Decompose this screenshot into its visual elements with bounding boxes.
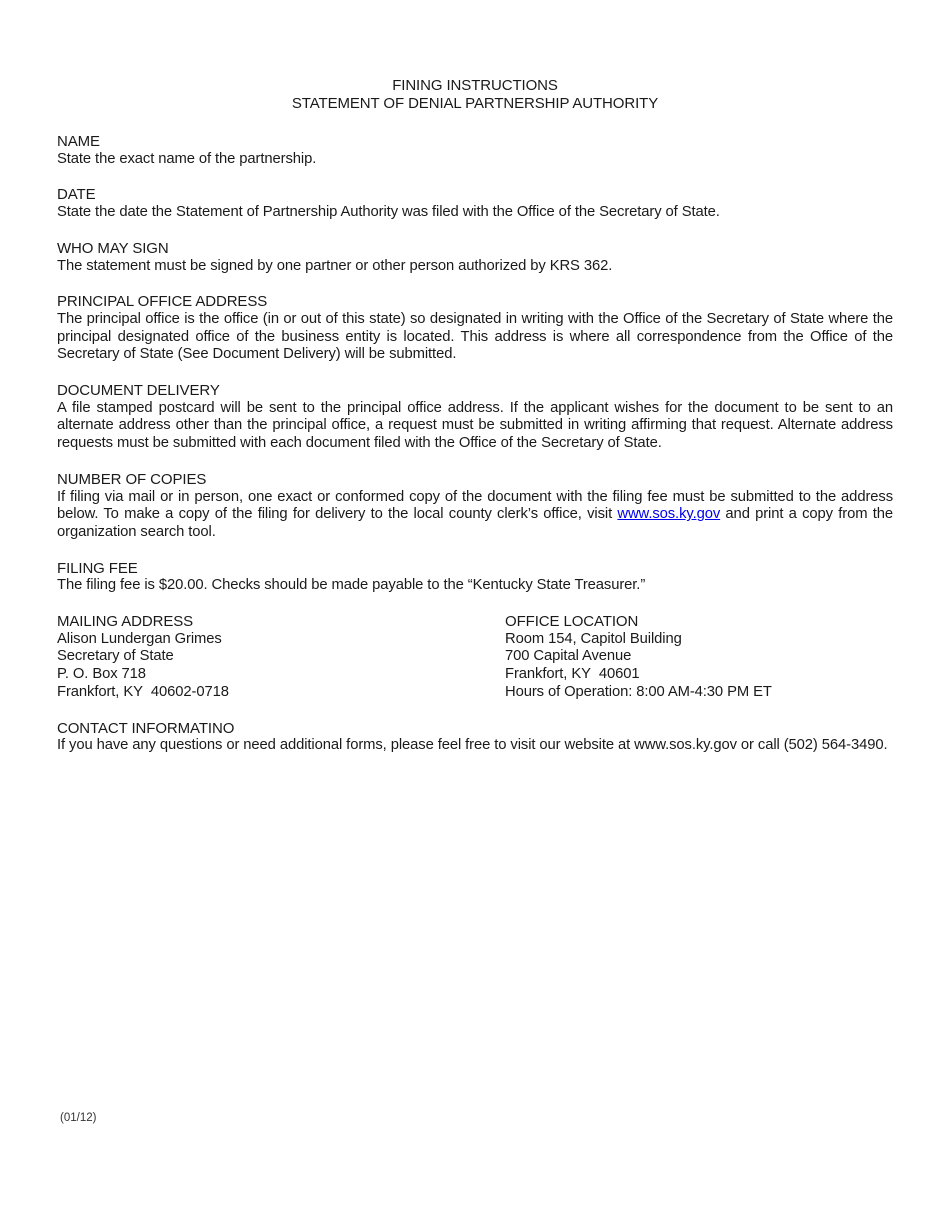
section-who-may-sign <box>57 240 893 275</box>
section-who-may-sign-body: The statement must be signed by one partner or other person authorized by KRS 362. <box>57 257 613 274</box>
office-location-column <box>505 613 893 702</box>
section-document-delivery-body: A file stamped postcard will be sent to the principal office address. If the applicant wishes for the document to be sent to an alternate address other than the principal office, a request must be submitted in writing affirming that request. Alternate address requests must be submitted with each document filed with the Office of the Secretary of State. <box>57 399 893 452</box>
office-location-line: Room 154, Capitol Building <box>505 630 682 647</box>
office-location-line: 700 Capital Avenue <box>505 648 632 665</box>
office-location-line: Frankfort, KY 40601 <box>505 666 640 683</box>
section-document-delivery-heading: DOCUMENT DELIVERY <box>57 382 220 400</box>
section-filing-fee-heading: FILING FEE <box>57 559 138 577</box>
section-principal-office-address <box>57 293 893 364</box>
mailing-address-line: Alison Lundergan Grimes <box>57 630 222 647</box>
sos-website-link[interactable]: www.sos.ky.gov <box>617 506 721 523</box>
section-date <box>57 186 893 221</box>
section-contact-information-body: If you have any questions or need additional forms, please feel free to visit our website at www.sos.ky.gov or call (502) 564-3490. <box>57 737 888 754</box>
revision-date-note: (01/12) <box>60 1112 97 1124</box>
section-number-of-copies <box>57 471 893 542</box>
section-document-delivery <box>57 382 893 453</box>
section-date-body: State the date the Statement of Partnership Authority was filed with the Office of the Secretary of State. <box>57 204 720 221</box>
office-location-line: Hours of Operation: 8:00 AM-4:30 PM ET <box>505 683 772 700</box>
section-who-may-sign-heading: WHO MAY SIGN <box>57 239 169 257</box>
mailing-address-line: Frankfort, KY 40602-0718 <box>57 683 229 700</box>
section-filing-fee <box>57 560 893 595</box>
title-line-1: FINING INSTRUCTIONS <box>392 77 558 94</box>
section-date-heading: DATE <box>57 186 96 204</box>
mailing-address-column <box>57 613 505 702</box>
mailing-address-line: Secretary of State <box>57 648 174 665</box>
section-number-of-copies-heading: NUMBER OF COPIES <box>57 470 207 488</box>
section-principal-office-address-body: The principal office is the office (in or out of this state) so designated in writing with the Office of the Secretary of State where the principal designated office of the business entity is located. This address is where all correspondence from the Office of the Secretary of State (See Document Delivery) will be submitted. <box>57 310 893 363</box>
section-principal-office-address-heading: PRINCIPAL OFFICE ADDRESS <box>57 293 268 311</box>
number-of-copies-text-after: and print a copy from the organization search tool. <box>57 506 893 540</box>
section-filing-fee-body: The filing fee is $20.00. Checks should be made payable to the “Kentucky State Treasurer.” <box>57 577 646 594</box>
section-name <box>57 133 893 168</box>
section-name-heading: NAME <box>57 133 100 150</box>
office-location-heading: OFFICE LOCATION <box>505 613 639 631</box>
section-contact-information <box>57 720 893 755</box>
section-number-of-copies-body <box>57 489 893 542</box>
section-name-body: State the exact name of the partnership. <box>57 150 317 167</box>
address-columns <box>57 613 893 702</box>
section-contact-information-heading: CONTACT INFORMATINO <box>57 719 235 737</box>
title-line-2: STATEMENT OF DENIAL PARTNERSHIP AUTHORITY <box>291 95 659 112</box>
document-title <box>57 77 893 113</box>
mailing-address-heading: MAILING ADDRESS <box>57 613 194 631</box>
mailing-address-line: P. O. Box 718 <box>57 666 146 683</box>
number-of-copies-text-before: If filing via mail or in person, one exact or conformed copy of the document with the filing fee must be submitted to the address below. To make a copy of the filing for delivery to the local county clerk’s office, visit <box>57 488 893 523</box>
